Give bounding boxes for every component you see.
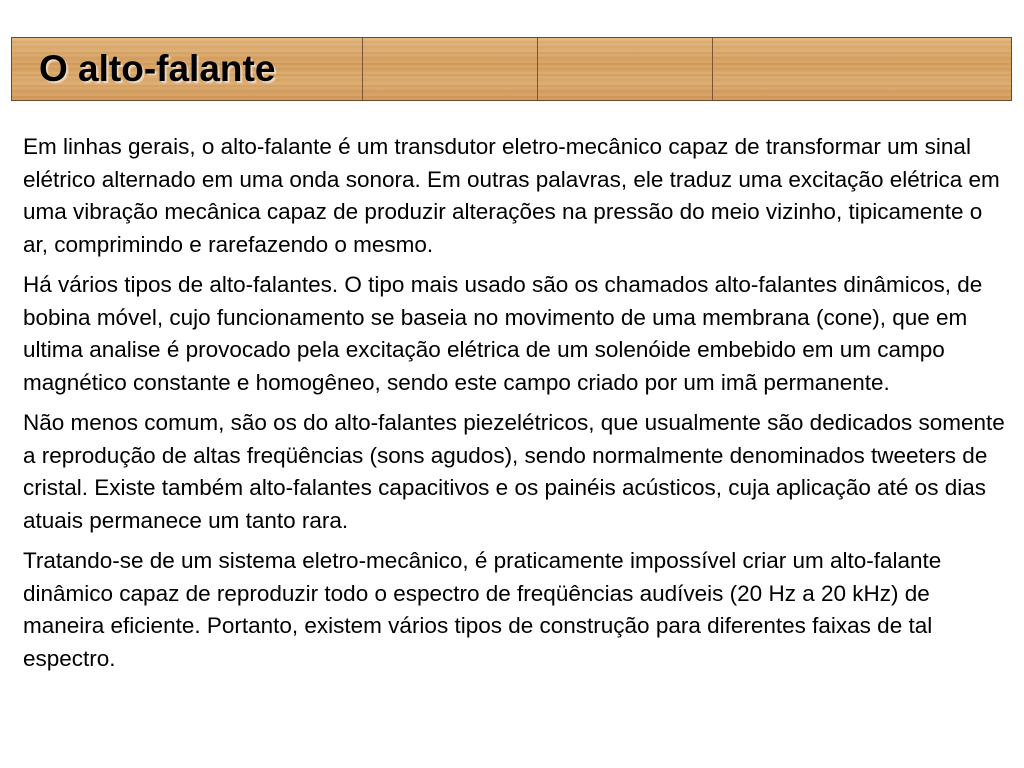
- wood-panel: [713, 38, 1011, 100]
- paragraph: Há vários tipos de alto-falantes. O tipo mais usado são os chamados alto-falantes dinâmicos, de bobina móvel, cujo funcionamento se baseia no movimento de uma membrana (cone), que em ultima analise é provocado pela excitação elétrica de um solenóide embebido em um campo magnético constante e homogêneo, sendo este campo criado por um imã permanente.: [23, 272, 983, 395]
- title-cell: [12, 38, 363, 100]
- slide-body: [23, 131, 1008, 683]
- slide-title: O alto-falante: [39, 48, 276, 89]
- wood-panel: [363, 38, 538, 100]
- paragraph: Tratando-se de um sistema eletro-mecânico, é praticamente impossível criar um alto-falante dinâmico capaz de reproduzir todo o espectro de freqüências audíveis (20 Hz a 20 kHz) de maneira eficiente. Portanto, existem vários tipos de construção para diferentes faixas de tal espectro.: [23, 548, 942, 671]
- paragraph: Em linhas gerais, o alto-falante é um transdutor eletro-mecânico capaz de transformar um sinal elétrico alternado em uma onda sonora. Em outras palavras, ele traduz uma excitação elétrica em uma vibração mecânica capaz de produzir alterações na pressão do meio vizinho, tipicamente o ar, comprimindo e rarefazendo o mesmo.: [23, 134, 1000, 257]
- wood-panel: [538, 38, 713, 100]
- paragraph: Não menos comum, são os do alto-falantes piezelétricos, que usualmente são dedicados somente a reprodução de altas freqüências (sons agudos), sendo normalmente denominados tweeters de cristal. Existe também alto-falantes capacitivos e os painéis acústicos, cuja aplicação até os dias atuais permanece um tanto rara.: [23, 410, 1005, 533]
- title-bar: [11, 37, 1012, 101]
